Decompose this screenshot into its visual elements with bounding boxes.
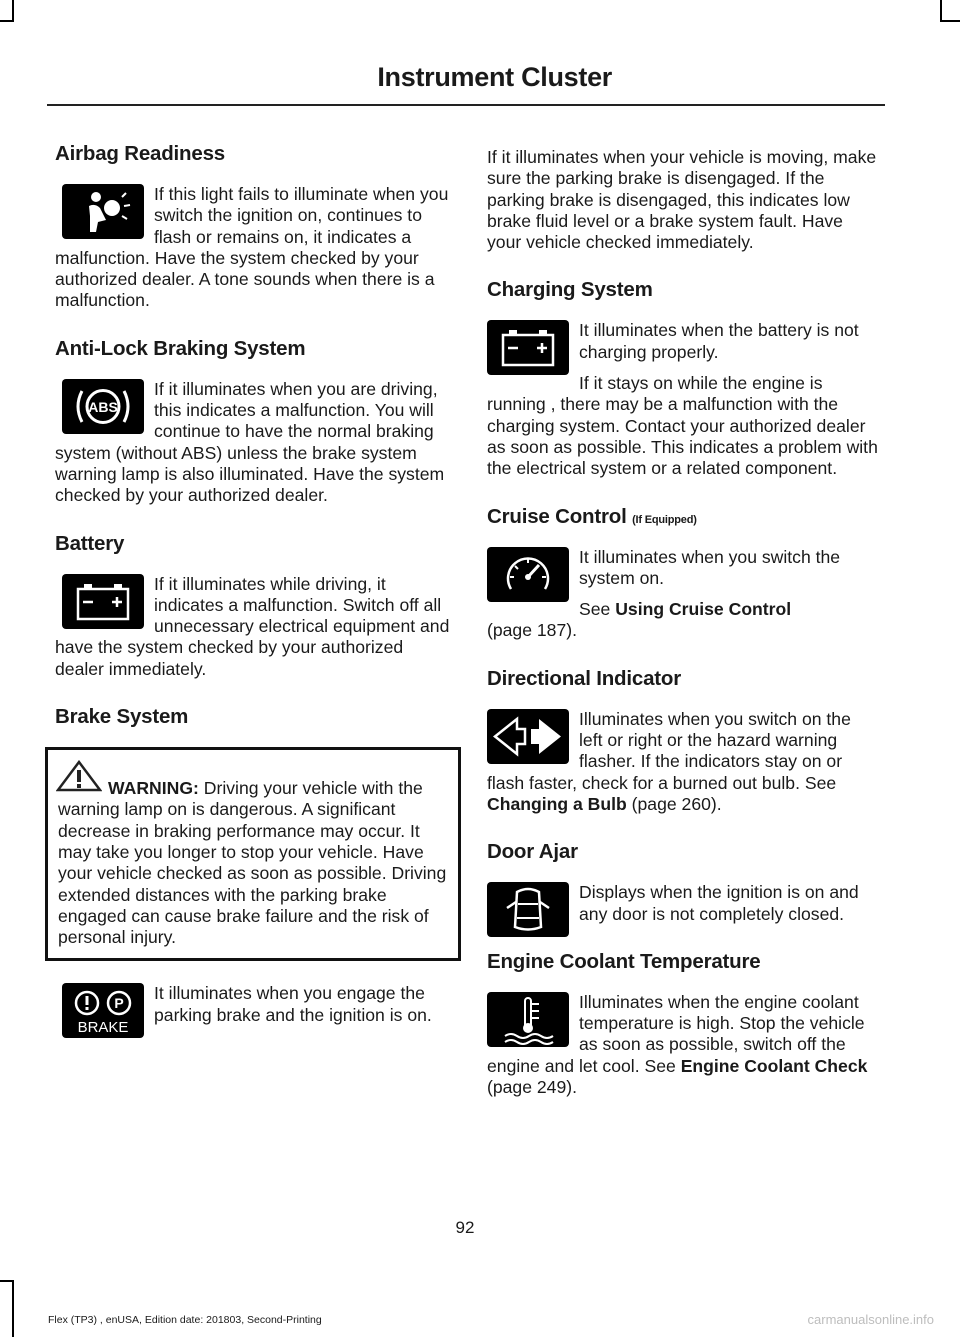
warning-box <box>45 747 461 961</box>
section-text: Illuminates when you switch on the left or right or the hazard warning flasher. If the indicators stay on or flash faster, check for a burned out bulb. See <box>487 708 851 793</box>
section-title: Anti-Lock Braking System <box>55 336 306 360</box>
section-text: If it stays on while the engine is running , there may be a malfunction with the charging system. Contact your authorized dealer as soon as possible. This indicates a problem with the electrical system or a related component. <box>487 373 878 479</box>
section-title: Engine Coolant Temperature <box>487 949 761 973</box>
section-brake <box>55 705 455 1037</box>
battery-icon <box>62 574 144 629</box>
page-reference: (page 187). <box>487 620 577 641</box>
crop-mark <box>12 0 14 22</box>
abs-icon <box>62 379 144 434</box>
section-text: It illuminates when the battery is not charging properly. <box>579 320 859 362</box>
section-title: Brake System <box>55 705 189 729</box>
left-column <box>55 142 455 1040</box>
section-brake-continued <box>487 147 879 253</box>
header-divider <box>47 104 885 106</box>
brake-warning-icon <box>62 983 144 1038</box>
svg-text:P: P <box>114 995 124 1012</box>
section-title: Directional Indicator <box>487 666 682 690</box>
page-reference: (page 249). <box>487 1077 577 1098</box>
section-text: If it illuminates while driving, it indicates a malfunction. Switch off all unnecessary electrical equipment and have the system checked by your authorized dealer immediately. <box>55 573 450 679</box>
section-text: Illuminates when the engine coolant temperature is high. Stop the vehicle as soon as possible, switch off the engine and let cool. See <box>487 991 865 1076</box>
turn-arrows-icon <box>487 709 569 764</box>
battery-icon <box>487 320 569 375</box>
watermark: carmanualsonline.info <box>807 1312 934 1327</box>
section-title: Charging System <box>487 278 653 302</box>
section-airbag <box>55 142 455 312</box>
cross-reference-link[interactable]: Changing a Bulb <box>487 793 627 814</box>
crop-mark <box>940 20 960 22</box>
warning-triangle-icon <box>56 760 102 792</box>
section-title: Battery <box>55 531 125 555</box>
section-text: It illuminates when you engage the parking brake and the ignition is on. <box>154 983 432 1025</box>
airbag-icon <box>62 184 144 239</box>
see-text: See <box>579 599 616 620</box>
section-text: If this light fails to illuminate when you switch the ignition on, continues to flash or remains on, it indicates a malfunction. Have the system checked by your authorized dealer. A tone sounds when there is a malfunction. <box>55 184 449 311</box>
page-title: Instrument Cluster <box>377 62 612 92</box>
door-ajar-icon <box>487 882 569 937</box>
coolant-temp-icon <box>487 992 569 1047</box>
speedometer-icon <box>487 547 569 602</box>
section-title: Door Ajar <box>487 840 578 864</box>
crop-mark <box>0 1280 14 1282</box>
crop-mark <box>0 20 14 22</box>
section-title: Cruise Control <box>487 504 627 528</box>
section-text: If it illuminates when you are driving, this indicates a malfunction. You will continue to have the normal braking system (without ABS) unless the brake system warning lamp is also illuminated. Have the system checked by your authorized dealer. <box>55 378 445 506</box>
section-title: Airbag Readiness <box>55 142 225 165</box>
crop-mark <box>940 0 942 22</box>
section-text: It illuminates when you switch the system on. <box>579 546 841 588</box>
cross-reference-link[interactable]: Engine Coolant Check <box>680 1055 868 1076</box>
section-text: If it illuminates when your vehicle is moving, make sure the parking brake is disengaged. If the parking brake is disengaged, this indicates low brake fluid level or a brake system fault. Have your vehicle checked immediately. <box>487 147 877 253</box>
section-charging <box>487 278 879 479</box>
section-battery <box>55 532 455 680</box>
section-directional <box>487 667 879 815</box>
cross-reference-link[interactable]: Using Cruise Control <box>615 599 792 620</box>
abs-icon-label: ABS <box>88 398 118 415</box>
right-column <box>487 142 879 1123</box>
section-door-ajar <box>487 840 879 925</box>
page-number: 92 <box>455 1218 475 1237</box>
section-coolant <box>487 950 879 1098</box>
edition-info: Flex (TP3) , enUSA, Edition date: 201803, Second-Printing <box>48 1314 322 1326</box>
page-reference: (page 260). <box>626 793 722 814</box>
warning-label: WARNING: <box>108 778 199 799</box>
section-abs <box>55 337 455 507</box>
section-cruise <box>487 505 879 642</box>
warning-text: Driving your vehicle with the warning lamp on is dangerous. A significant decrease in braking performance may occur. It may take you longer to stop your vehicle. Have your vehicle checked as soon as possible. Driving extended distances with the parking brake engaged can cause brake failure and the risk of personal injury. <box>58 778 447 948</box>
crop-mark <box>12 1280 14 1337</box>
brake-icon-label: BRAKE <box>77 1019 129 1037</box>
section-text: Displays when the ignition is on and any door is not completely closed. <box>579 882 859 924</box>
section-title-suffix: (If Equipped) <box>632 513 697 526</box>
